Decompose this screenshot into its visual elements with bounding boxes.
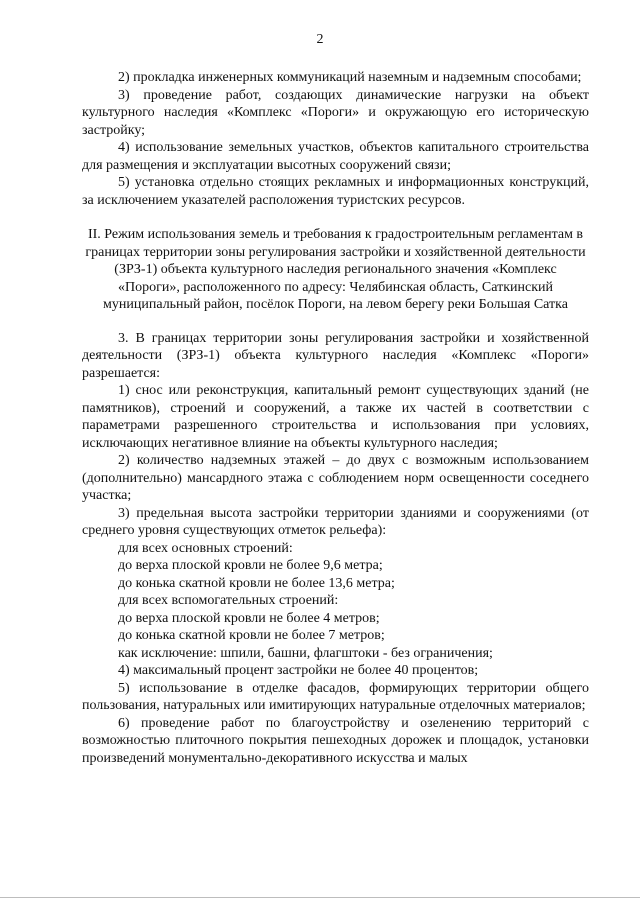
scan-edge-line (0, 897, 640, 898)
spacer (82, 314, 589, 330)
list-item: 5) использование в отделке фасадов, формирующих территории общего пользования, натуральных или имитирующих натуральные отделочных материалов; (82, 680, 589, 713)
list-item: для всех вспомогательных строений: (118, 593, 339, 608)
list-item: как исключение: шпили, башни, флагштоки - без ограничения; (118, 645, 493, 661)
list-item: 3) предельная высота застройки территории зданиями и сооружениями (от среднего уровня существующих отметок рельефа): (82, 505, 589, 538)
page-number: 2 (316, 32, 324, 47)
list-item: до конька скатной кровли не более 13,6 метра; (118, 575, 395, 591)
list-item: 5) установка отдельно стоящих рекламных и информационных конструкций, за исключением указателей расположения туристских ресурсов. (82, 175, 589, 208)
list-item: 2) количество надземных этажей – до двух с возможным использованием (дополнительно) мансардного этажа с соблюдением норм освещенности соседнего участка; (82, 453, 589, 503)
list-item: до верха плоской кровли не более 4 метров; (118, 610, 380, 626)
list-item: 1) снос или реконструкция, капитальный ремонт существующих зданий (не памятников), строений и сооружений, а также их частей в соответствии с параметрами разрешенного строительства и использования при условиях, исключающих негативное влияние на объекты культурного наследия; (82, 383, 589, 451)
list-item: 4) использование земельных участков, объектов капитального строительства для размещения и эксплуатации высотных сооружений связи; (82, 140, 589, 173)
document-body (82, 69, 589, 767)
list-item: для всех основных строений: (118, 540, 293, 556)
list-item: 6) проведение работ по благоустройству и озеленению территорий с возможностью плиточного покрытия пешеходных дорожек и площадок, установки произведений монументально-декоративного искусства и малых (82, 715, 589, 766)
list-item: 4) максимальный процент застройки не более 40 процентов; (118, 663, 479, 678)
list-item: 3) проведение работ, создающих динамические нагрузки на объект культурного наследия «Комплекс «Пороги» и окружающую его историческую застройку; (82, 87, 589, 138)
list-item: до конька скатной кровли не более 7 метров; (118, 628, 385, 643)
paragraph: 3. В границах территории зоны регулирования застройки и хозяйственной деятельности (ЗРЗ-1) объекта культурного наследия «Комплекс «Пороги» разрешается: (82, 330, 589, 381)
list-item: 2) прокладка инженерных коммуникаций наземным и надземным способами; (118, 70, 582, 85)
section-heading: II. Режим использования земель и требования к градостроительным регламентам в границах территории зоны регулирования застройки и хозяйственной деятельности (ЗРЗ-1) объекта культурного наследия регионального значения «Комплекс «Пороги», расположенного по адресу: Челябинская область, Саткинский муниципальный район, посёлок Пороги, на левом берегу реки Большая Сатка (85, 227, 586, 312)
spacer (82, 209, 589, 226)
list-item: до верха плоской кровли не более 9,6 метра; (118, 558, 383, 573)
